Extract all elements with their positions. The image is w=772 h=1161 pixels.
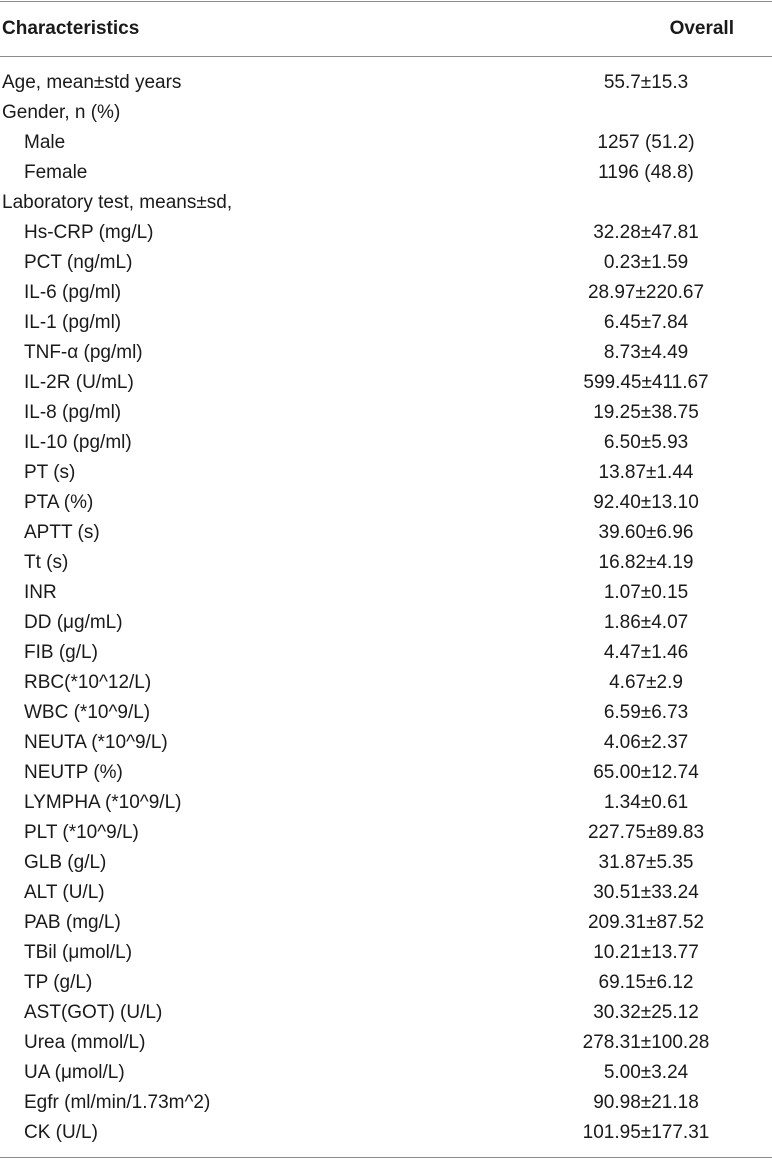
- header-characteristics: Characteristics: [2, 18, 140, 39]
- row-label: PCT (ng/mL): [24, 252, 133, 273]
- table-row: [0, 248, 772, 278]
- row-label: Gender, n (%): [2, 102, 121, 123]
- row-value: 1.07±0.15: [603, 582, 689, 603]
- row-value: 4.47±1.46: [603, 642, 689, 663]
- row-label: DD (μg/mL): [24, 612, 123, 633]
- row-label: FIB (g/L): [24, 642, 98, 663]
- row-value: 1196 (48.8): [598, 162, 694, 183]
- table-row: [0, 458, 772, 488]
- table-row: [0, 878, 772, 908]
- row-label: INR: [24, 582, 57, 603]
- row-value: 10.21±13.77: [593, 942, 699, 963]
- table-row: [0, 1028, 772, 1058]
- table-row: [0, 848, 772, 878]
- row-value: 6.50±5.93: [603, 432, 689, 453]
- row-label: PTA (%): [24, 492, 94, 513]
- row-label: UA (μmol/L): [24, 1062, 125, 1083]
- table-header-rule: [0, 56, 772, 57]
- row-value: 55.7±15.3: [603, 72, 689, 93]
- row-label: PT (s): [24, 462, 76, 483]
- table-row: [0, 578, 772, 608]
- header-overall: Overall: [669, 18, 734, 39]
- table-row: [0, 398, 772, 428]
- row-value: 0.23±1.59: [603, 252, 689, 273]
- row-label: CK (U/L): [24, 1122, 98, 1143]
- row-value: 65.00±12.74: [593, 762, 699, 783]
- row-label: NEUTP (%): [24, 762, 123, 783]
- table-row: [0, 638, 772, 668]
- row-value: 5.00±3.24: [603, 1062, 689, 1083]
- row-value: 101.95±177.31: [582, 1122, 710, 1143]
- row-label: Hs-CRP (mg/L): [24, 222, 154, 243]
- table-row: [0, 1088, 772, 1118]
- row-label: Urea (mmol/L): [24, 1032, 146, 1053]
- table-row: [0, 128, 772, 158]
- table-row: [0, 488, 772, 518]
- row-value: 209.31±87.52: [587, 912, 705, 933]
- row-value: 32.28±47.81: [593, 222, 699, 243]
- row-value: 13.87±1.44: [598, 462, 694, 483]
- table-row: [0, 1118, 772, 1148]
- row-value: 30.51±33.24: [593, 882, 699, 903]
- row-label: RBC(*10^12/L): [24, 672, 152, 693]
- row-value: 69.15±6.12: [598, 972, 694, 993]
- row-label: TP (g/L): [24, 972, 93, 993]
- table-row: [0, 788, 772, 818]
- table-row: [0, 818, 772, 848]
- row-value: 4.67±2.9: [609, 672, 683, 693]
- row-value: 30.32±25.12: [593, 1002, 699, 1023]
- row-label: PLT (*10^9/L): [24, 822, 139, 843]
- table-row: [0, 308, 772, 338]
- row-label: TBil (μmol/L): [24, 942, 133, 963]
- row-value: 1257 (51.2): [597, 132, 695, 153]
- row-label: IL-10 (pg/ml): [24, 432, 132, 453]
- row-label: Male: [24, 132, 66, 153]
- table-row: [0, 338, 772, 368]
- row-value: 6.45±7.84: [603, 312, 689, 333]
- row-value: 19.25±38.75: [593, 402, 699, 423]
- row-value: 1.34±0.61: [603, 792, 689, 813]
- table-row: [0, 278, 772, 308]
- row-label: AST(GOT) (U/L): [24, 1002, 163, 1023]
- table-row: [0, 98, 772, 128]
- table-header: [0, 2, 772, 56]
- row-label: APTT (s): [24, 522, 100, 543]
- table-body: [0, 68, 772, 1148]
- row-label: Tt (s): [24, 552, 69, 573]
- row-label: IL-2R (U/mL): [24, 372, 134, 393]
- row-value: 16.82±4.19: [598, 552, 694, 573]
- row-value: 39.60±6.96: [598, 522, 694, 543]
- table-row: [0, 968, 772, 998]
- row-value: 599.45±411.67: [583, 372, 709, 393]
- table-bottom-rule: [0, 1157, 772, 1158]
- row-label: LYMPHA (*10^9/L): [24, 792, 182, 813]
- row-label: WBC (*10^9/L): [24, 702, 151, 723]
- row-label: IL-6 (pg/ml): [24, 282, 122, 303]
- table-row: [0, 698, 772, 728]
- table-row: [0, 368, 772, 398]
- row-label: PAB (mg/L): [24, 912, 121, 933]
- table-row: [0, 68, 772, 98]
- row-label: IL-8 (pg/ml): [24, 402, 122, 423]
- table-row: [0, 758, 772, 788]
- row-label: NEUTA (*10^9/L): [24, 732, 168, 753]
- row-label: GLB (g/L): [24, 852, 107, 873]
- row-label: ALT (U/L): [24, 882, 105, 903]
- table-row: [0, 158, 772, 188]
- row-value: 1.86±4.07: [603, 612, 689, 633]
- row-label: Egfr (ml/min/1.73m^2): [24, 1092, 211, 1113]
- table-row: [0, 608, 772, 638]
- table-row: [0, 998, 772, 1028]
- table-row: [0, 548, 772, 578]
- row-value: 4.06±2.37: [603, 732, 689, 753]
- row-label: Age, mean±std years: [2, 72, 182, 93]
- row-value: 8.73±4.49: [603, 342, 689, 363]
- row-value: 6.59±6.73: [603, 702, 689, 723]
- table-row: [0, 188, 772, 218]
- row-label: IL-1 (pg/ml): [24, 312, 122, 333]
- row-value: 28.97±220.67: [587, 282, 705, 303]
- row-value: 227.75±89.83: [587, 822, 705, 843]
- table-row: [0, 218, 772, 248]
- table-row: [0, 938, 772, 968]
- table-row: [0, 728, 772, 758]
- table-row: [0, 908, 772, 938]
- table-row: [0, 668, 772, 698]
- row-label: Laboratory test, means±sd,: [2, 192, 233, 213]
- row-value: 278.31±100.28: [582, 1032, 710, 1053]
- row-value: 92.40±13.10: [593, 492, 699, 513]
- row-value: 90.98±21.18: [593, 1092, 699, 1113]
- row-value: 31.87±5.35: [598, 852, 694, 873]
- table-row: [0, 518, 772, 548]
- table-row: [0, 1058, 772, 1088]
- table-row: [0, 428, 772, 458]
- row-label: TNF-α (pg/ml): [24, 342, 143, 363]
- row-label: Female: [24, 162, 88, 183]
